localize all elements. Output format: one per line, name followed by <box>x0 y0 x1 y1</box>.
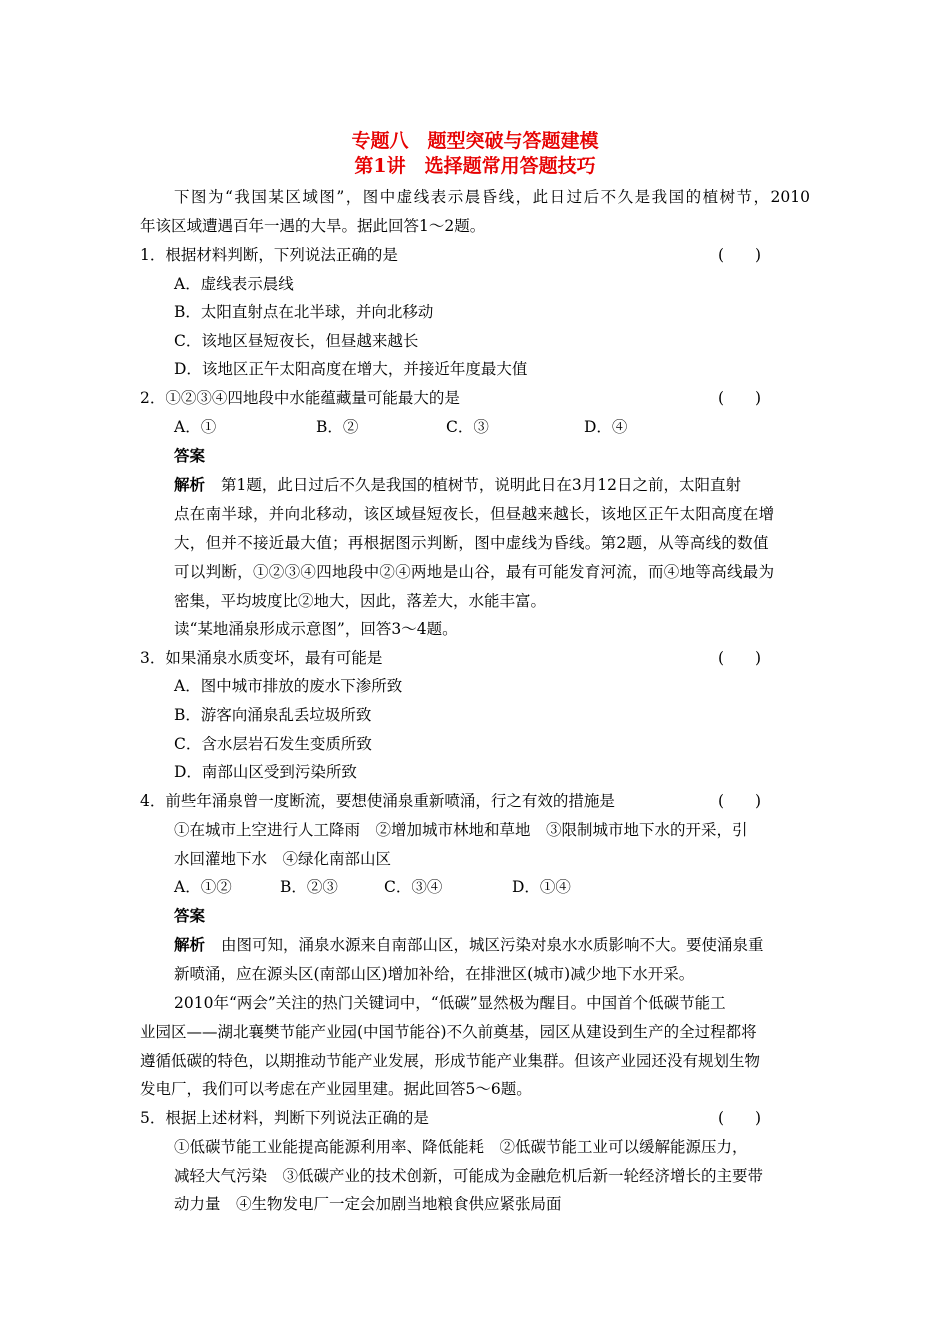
analysis2-text1: 由图可知，涌泉水源来自南部山区，城区污染对泉水水质影响不大。要使涌泉重 <box>221 936 764 954</box>
analysis-label-2: 解析 <box>174 935 206 954</box>
q3-answer-blank: ( ) <box>718 649 762 667</box>
q2-option-a: A．① <box>174 418 217 436</box>
intro3-line1: 2010年“两会”关注的热门关键词中，“低碳”显然极为醒目。中国首个低碳节能工 <box>174 994 726 1012</box>
q2-option-d: D．④ <box>584 418 628 436</box>
q1-stem: 1．根据材料判断，下列说法正确的是 <box>140 246 398 264</box>
analysis1-line4: 可以判断，①②③④四地段中②④两地是山谷，最有可能发育河流，而④地等高线最为 <box>174 563 775 581</box>
q5-statements-line1: ①低碳节能工业能提高能源利用率、降低能耗 ②低碳节能工业可以缓解能源压力， <box>174 1138 748 1156</box>
q4-statements-line2: 水回灌地下水 ④绿化南部山区 <box>174 850 392 868</box>
analysis2-line2: 新喷涌，应在源头区(南部山区)增加补给，在排泄区(城市)减少地下水开采。 <box>174 965 695 983</box>
answer-label-1: 答案 <box>174 446 206 465</box>
q1-option-d: D．该地区正午太阳高度在增大，并接近年度最大值 <box>174 360 528 378</box>
analysis1-line5: 密集，平均坡度比②地大，因此，落差大，水能丰富。 <box>174 592 547 610</box>
analysis1-line2: 点在南半球，并向北移动，该区域昼短夜长，但昼越来越长，该地区正午太阳高度在增 <box>174 505 775 523</box>
q3-option-b: B．游客向涌泉乱丢垃圾所致 <box>174 706 372 724</box>
q4-option-b: B．②③ <box>280 878 338 896</box>
q4-option-d: D．①④ <box>512 878 571 896</box>
q3-stem: 3．如果涌泉水质变坏，最有可能是 <box>140 649 383 667</box>
intro3-line4: 发电厂，我们可以考虑在产业园里建。据此回答5～6题。 <box>140 1080 532 1098</box>
q4-option-a: A．①② <box>174 878 232 896</box>
q5-statements-line2: 减轻大气污染 ③低碳产业的技术创新，可能成为金融危机后新一轮经济增长的主要带 <box>174 1167 764 1185</box>
analysis2-line1 <box>174 934 764 956</box>
q5-answer-blank: ( ) <box>718 1109 762 1127</box>
q2-stem: 2．①②③④四地段中水能蕴藏量可能最大的是 <box>140 389 460 407</box>
document-title: 专题八 题型突破与答题建模 <box>351 130 599 152</box>
q4-stem: 4．前些年涌泉曾一度断流，要想使涌泉重新喷涌，行之有效的措施是 <box>140 792 615 810</box>
q5-statements-line3: 动力量 ④生物发电厂一定会加剧当地粮食供应紧张局面 <box>174 1195 562 1213</box>
intro3-line2: 业园区——湖北襄樊节能产业园(中国节能谷)不久前奠基，园区从建设到生产的全过程都将 <box>140 1023 757 1041</box>
q4-statements-line1: ①在城市上空进行人工降雨 ②增加城市林地和草地 ③限制城市地下水的开采，引 <box>174 821 748 839</box>
answer-label-2: 答案 <box>174 906 206 925</box>
q3-option-c: C．含水层岩石发生变质所致 <box>174 735 372 753</box>
q1-option-b: B．太阳直射点在北半球，并向北移动 <box>174 303 434 321</box>
q1-option-a: A．虚线表示晨线 <box>174 275 294 293</box>
q2-answer-blank: ( ) <box>718 389 762 407</box>
q2-option-c: C．③ <box>446 418 489 436</box>
analysis1-text1: 第1题，此日过后不久是我国的植树节，说明此日在3月12日之前，太阳直射 <box>221 476 741 494</box>
q1-option-c: C．该地区昼短夜长，但昼越来越长 <box>174 332 419 350</box>
q3-option-a: A．图中城市排放的废水下渗所致 <box>174 677 403 695</box>
intro1-line1: 下图为“我国某区域图”，图中虚线表示晨昏线，此日过后不久是我国的植树节，2010 <box>174 188 810 206</box>
q2-option-b: B．② <box>316 418 359 436</box>
intro2: 读“某地涌泉形成示意图”，回答3～4题。 <box>174 620 458 638</box>
analysis1-line3: 大，但并不接近最大值；再根据图示判断，图中虚线为昏线。第2题，从等高线的数值 <box>174 534 769 552</box>
analysis-label-1: 解析 <box>174 475 206 494</box>
intro1-line2: 年该区域遭遇百年一遇的大旱。据此回答1～2题。 <box>140 217 486 235</box>
q4-answer-blank: ( ) <box>718 792 762 810</box>
analysis1-line1 <box>174 474 810 496</box>
q3-option-d: D．南部山区受到污染所致 <box>174 763 357 781</box>
q5-stem: 5．根据上述材料，判断下列说法正确的是 <box>140 1109 429 1127</box>
q4-option-c: C．③④ <box>384 878 443 896</box>
q1-answer-blank: ( ) <box>718 246 762 264</box>
document-subtitle: 第1讲 选择题常用答题技巧 <box>354 155 596 177</box>
intro3-line3: 遵循低碳的特色，以期推动节能产业发展，形成节能产业集群。但该产业园还没有规划生物 <box>140 1052 761 1070</box>
